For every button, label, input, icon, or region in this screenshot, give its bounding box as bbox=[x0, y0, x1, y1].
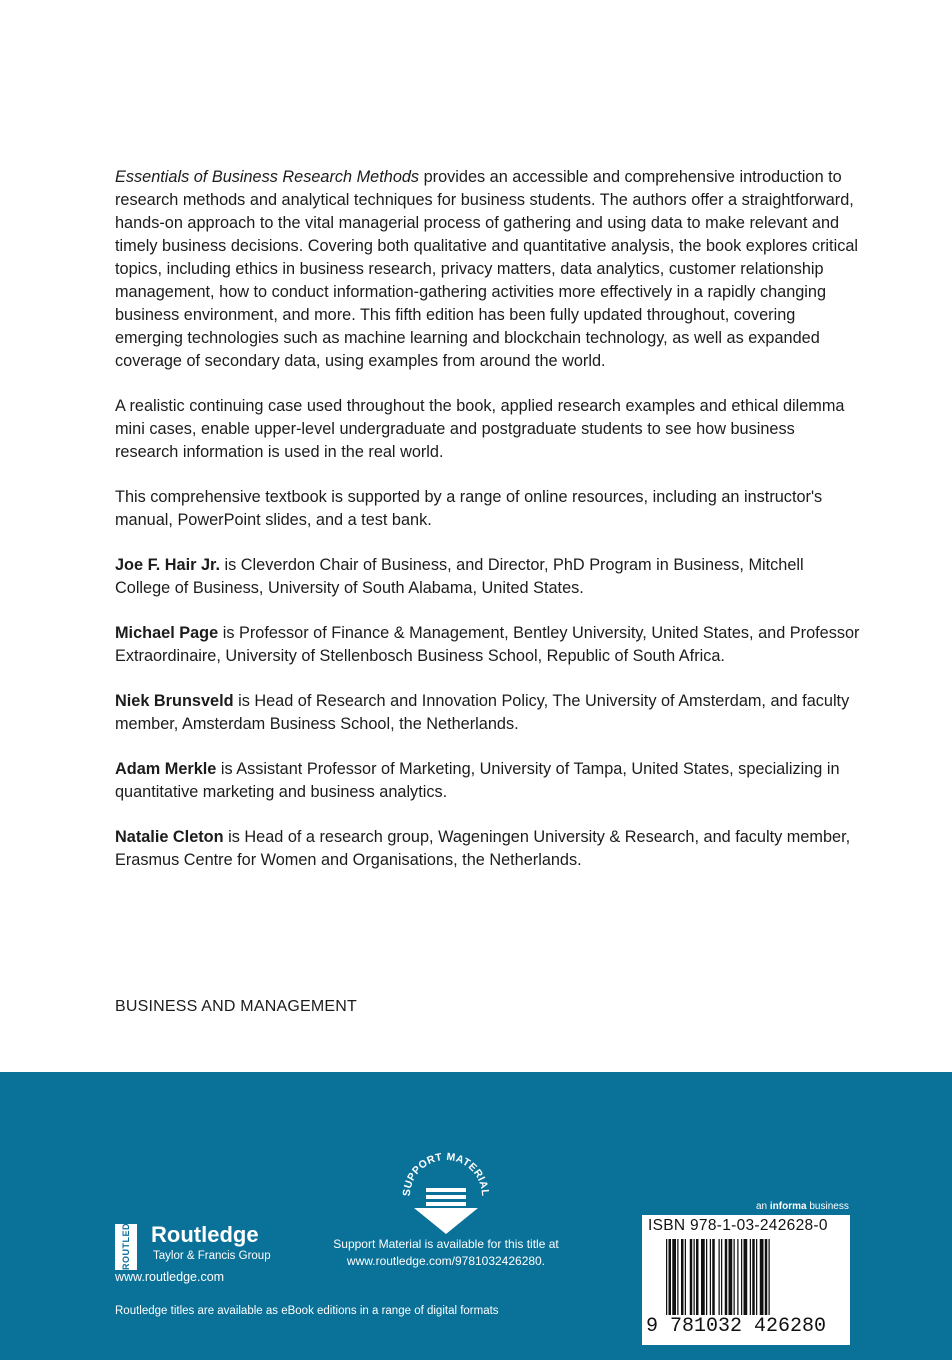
routledge-logo bbox=[115, 1208, 325, 1272]
support-note-line1: Support Material is available for this title at bbox=[333, 1237, 559, 1251]
informa-tagline: an informa business bbox=[756, 1201, 849, 1212]
routledge-mark-icon: ROUTLEDGE bbox=[115, 1224, 137, 1270]
author-name: Joe F. Hair Jr. bbox=[115, 556, 220, 574]
download-arrow-icon bbox=[398, 1152, 494, 1234]
blurb-paragraph-2: A realistic continuing case used throughout the book, applied research examples and ethical dilemma mini cases, enable upper-level undergraduate and postgraduate students to see how business research information is used in the real world. bbox=[115, 397, 845, 461]
author-bio bbox=[115, 758, 860, 804]
ean-digits: 9 781032 426280 bbox=[646, 1315, 827, 1338]
isbn-text: ISBN 978-1-03-242628-0 bbox=[648, 1217, 828, 1234]
ebook-note: Routledge titles are available as eBook editions in a range of digital formats bbox=[115, 1305, 499, 1317]
author-bio bbox=[115, 622, 860, 668]
blurb-text: provides an accessible and comprehensive introduction to research methods and analytical techniques for business students. The authors offer a straightforward, hands-on approach to the vital managerial process of gathering and using data to make relevant and timely business decisions. Covering both qualitative and quantitative analysis, the book explores critical topics, including ethics in business research, privacy matters, data analytics, customer relationship management, how to conduct information-gathering activities more effectively in a rapidly changing business environment, and more. This fifth edition has been fully updated throughout, covering emerging technologies such as machine learning and blockchain technology, as well as expanded coverage of secondary data, using examples from around the world. bbox=[115, 168, 859, 370]
publisher-url[interactable]: www.routledge.com bbox=[115, 1270, 225, 1284]
author-name: Niek Brunsveld bbox=[115, 692, 234, 710]
subject-category: BUSINESS AND MANAGEMENT bbox=[115, 998, 357, 1015]
blurb-paragraph-3: This comprehensive textbook is supported by a range of online resources, including an instructor's manual, PowerPoint slides, and a test bank. bbox=[115, 488, 823, 529]
publisher-name: Routledge bbox=[151, 1222, 259, 1247]
author-bio bbox=[115, 554, 860, 600]
author-description: is Head of Research and Innovation Policy, The University of Amsterdam, and faculty member, Amsterdam Business School, the Netherlands. bbox=[115, 692, 850, 733]
author-bio bbox=[115, 690, 860, 736]
publisher-group: Taylor & Francis Group bbox=[153, 1250, 271, 1262]
support-material-note bbox=[300, 1236, 592, 1270]
informa-brand: informa bbox=[769, 1201, 807, 1212]
blurb-paragraph-1 bbox=[115, 166, 860, 373]
author-name: Adam Merkle bbox=[115, 760, 217, 778]
barcode-panel bbox=[642, 1215, 850, 1345]
author-description: is Professor of Finance & Management, Bentley University, United States, and Professor Extraordinaire, University of Stellenbosch Business School, Republic of South Africa. bbox=[115, 624, 860, 665]
author-bio bbox=[115, 826, 860, 872]
author-description: is Assistant Professor of Marketing, University of Tampa, United States, specializing in quantitative marketing and business analytics. bbox=[115, 760, 840, 801]
support-badge-label: SUPPORT MATERIAL bbox=[400, 1152, 492, 1197]
support-material-badge bbox=[398, 1152, 494, 1234]
book-title: Essentials of Business Research Methods bbox=[115, 168, 420, 186]
author-name: Michael Page bbox=[115, 624, 219, 642]
author-description: is Head of a research group, Wageningen University & Research, and faculty member, Erasmus Centre for Women and Organisations, the Netherlands. bbox=[115, 828, 851, 869]
back-cover-text bbox=[115, 166, 860, 894]
cover-footer bbox=[0, 1072, 952, 1360]
support-url[interactable]: www.routledge.com/9781032426280. bbox=[346, 1254, 546, 1268]
author-name: Natalie Cleton bbox=[115, 828, 224, 846]
barcode-icon bbox=[666, 1239, 844, 1315]
author-description: is Cleverdon Chair of Business, and Director, PhD Program in Business, Mitchell College of Business, University of South Alabama, United States. bbox=[115, 556, 804, 597]
